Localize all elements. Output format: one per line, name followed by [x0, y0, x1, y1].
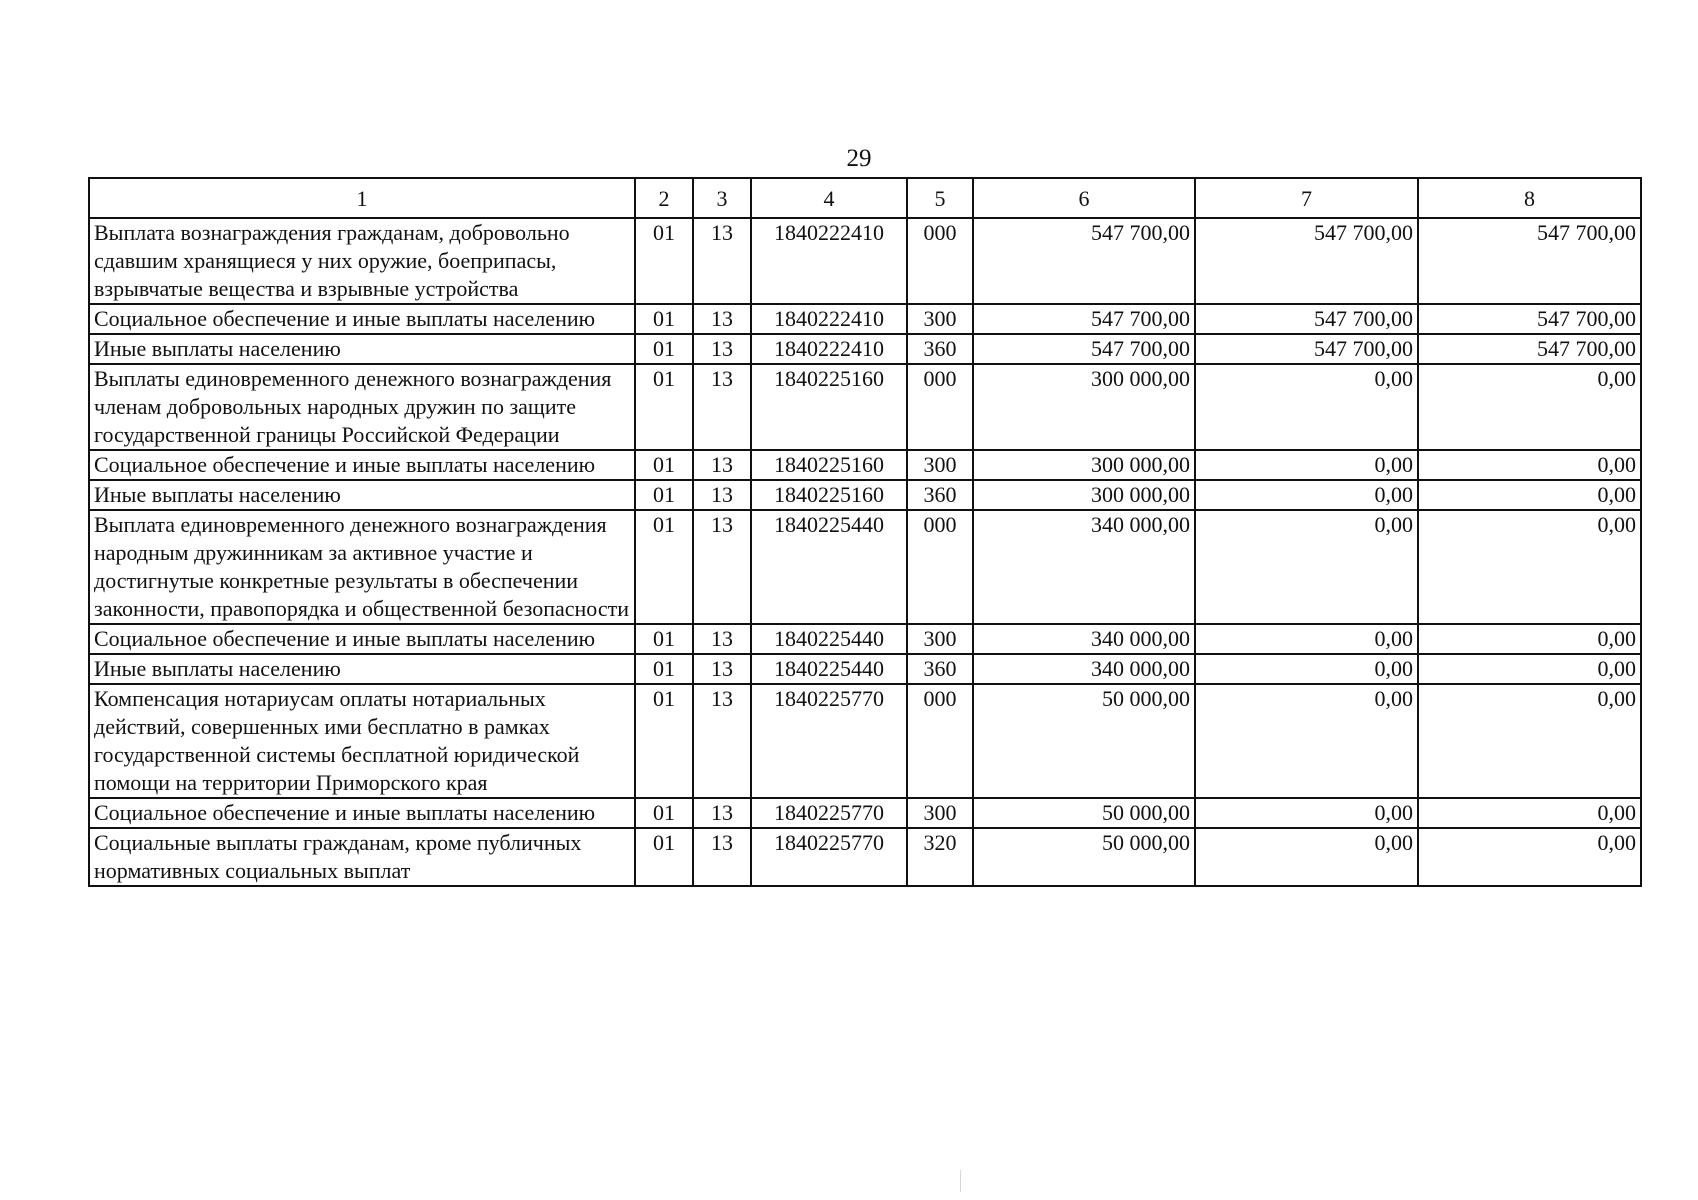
row-section: 01 [635, 334, 693, 364]
row-name: Иные выплаты населению [89, 480, 635, 510]
row-subsection: 13 [693, 624, 751, 654]
row-amount-7: 0,00 [1195, 624, 1418, 654]
table-row [89, 654, 1641, 684]
row-section: 01 [635, 364, 693, 450]
row-amount-6: 547 700,00 [973, 218, 1195, 304]
row-name: Выплата вознаграждения гражданам, добровольно сдавшим хранящиеся у них оружие, боеприпасы, взрывчатые вещества и взрывные устройства [89, 218, 635, 304]
row-amount-7: 0,00 [1195, 510, 1418, 624]
table-row [89, 450, 1641, 480]
row-amount-7: 0,00 [1195, 654, 1418, 684]
row-section: 01 [635, 798, 693, 828]
row-section: 01 [635, 684, 693, 798]
row-amount-7: 547 700,00 [1195, 334, 1418, 364]
row-amount-8: 0,00 [1418, 450, 1641, 480]
row-expense-type: 320 [907, 828, 973, 886]
header-col-7: 7 [1195, 178, 1418, 218]
row-name: Социальное обеспечение и иные выплаты населению [89, 450, 635, 480]
row-expense-type: 000 [907, 364, 973, 450]
row-amount-8: 0,00 [1418, 480, 1641, 510]
row-amount-6: 300 000,00 [973, 480, 1195, 510]
header-col-3: 3 [693, 178, 751, 218]
row-expense-type: 360 [907, 334, 973, 364]
row-amount-6: 50 000,00 [973, 828, 1195, 886]
row-name: Социальное обеспечение и иные выплаты населению [89, 624, 635, 654]
row-amount-7: 0,00 [1195, 828, 1418, 886]
row-amount-8: 0,00 [1418, 684, 1641, 798]
row-subsection: 13 [693, 684, 751, 798]
row-subsection: 13 [693, 364, 751, 450]
header-col-4: 4 [751, 178, 907, 218]
row-target-code: 1840222410 [751, 334, 907, 364]
row-amount-6: 340 000,00 [973, 624, 1195, 654]
page-number: 29 [846, 145, 872, 172]
row-amount-6: 50 000,00 [973, 798, 1195, 828]
row-expense-type: 360 [907, 480, 973, 510]
row-target-code: 1840225770 [751, 828, 907, 886]
row-target-code: 1840225440 [751, 510, 907, 624]
row-expense-type: 300 [907, 798, 973, 828]
row-section: 01 [635, 304, 693, 334]
row-target-code: 1840225770 [751, 798, 907, 828]
row-amount-8: 0,00 [1418, 798, 1641, 828]
row-expense-type: 360 [907, 654, 973, 684]
header-col-8: 8 [1418, 178, 1641, 218]
row-section: 01 [635, 828, 693, 886]
header-col-5: 5 [907, 178, 973, 218]
row-name: Социальное обеспечение и иные выплаты населению [89, 798, 635, 828]
table-row [89, 624, 1641, 654]
row-expense-type: 300 [907, 304, 973, 334]
row-name: Компенсация нотариусам оплаты нотариальных действий, совершенных ими бесплатно в рамках государственной системы бесплатной юридической помощи на территории Приморского края [89, 684, 635, 798]
row-amount-6: 547 700,00 [973, 334, 1195, 364]
table-row [89, 684, 1641, 798]
row-amount-6: 300 000,00 [973, 364, 1195, 450]
row-target-code: 1840225160 [751, 450, 907, 480]
row-target-code: 1840222410 [751, 218, 907, 304]
row-name: Выплаты единовременного денежного вознаграждения членам добровольных народных дружин по защите государственной границы Российской Федерации [89, 364, 635, 450]
budget-table [88, 177, 1642, 887]
row-expense-type: 000 [907, 218, 973, 304]
row-subsection: 13 [693, 828, 751, 886]
row-subsection: 13 [693, 450, 751, 480]
row-amount-7: 0,00 [1195, 450, 1418, 480]
row-expense-type: 000 [907, 510, 973, 624]
table-row [89, 304, 1641, 334]
row-amount-7: 547 700,00 [1195, 304, 1418, 334]
row-subsection: 13 [693, 304, 751, 334]
table-row [89, 798, 1641, 828]
row-amount-8: 0,00 [1418, 828, 1641, 886]
row-subsection: 13 [693, 798, 751, 828]
row-amount-7: 0,00 [1195, 798, 1418, 828]
row-section: 01 [635, 510, 693, 624]
row-section: 01 [635, 480, 693, 510]
row-target-code: 1840225440 [751, 624, 907, 654]
row-amount-8: 0,00 [1418, 510, 1641, 624]
row-subsection: 13 [693, 218, 751, 304]
row-name: Выплата единовременного денежного вознаграждения народным дружинникам за активное участие и достигнутые конкретные результаты в обеспечении законности, правопорядка и общественной безопасности [89, 510, 635, 624]
row-target-code: 1840225160 [751, 364, 907, 450]
row-section: 01 [635, 624, 693, 654]
row-name: Социальное обеспечение и иные выплаты населению [89, 304, 635, 334]
row-section: 01 [635, 218, 693, 304]
row-target-code: 1840222410 [751, 304, 907, 334]
row-target-code: 1840225770 [751, 684, 907, 798]
header-col-2: 2 [635, 178, 693, 218]
table-row [89, 218, 1641, 304]
row-amount-7: 0,00 [1195, 684, 1418, 798]
row-amount-8: 0,00 [1418, 364, 1641, 450]
row-amount-6: 340 000,00 [973, 654, 1195, 684]
table-row [89, 334, 1641, 364]
row-amount-6: 50 000,00 [973, 684, 1195, 798]
row-amount-7: 547 700,00 [1195, 218, 1418, 304]
row-amount-8: 547 700,00 [1418, 304, 1641, 334]
row-expense-type: 300 [907, 624, 973, 654]
scan-mark [960, 1170, 961, 1192]
table-row [89, 828, 1641, 886]
row-amount-8: 0,00 [1418, 654, 1641, 684]
header-col-6: 6 [973, 178, 1195, 218]
row-amount-8: 0,00 [1418, 624, 1641, 654]
row-amount-7: 0,00 [1195, 480, 1418, 510]
row-target-code: 1840225160 [751, 480, 907, 510]
row-target-code: 1840225440 [751, 654, 907, 684]
row-name: Иные выплаты населению [89, 654, 635, 684]
row-section: 01 [635, 654, 693, 684]
row-amount-7: 0,00 [1195, 364, 1418, 450]
row-amount-8: 547 700,00 [1418, 218, 1641, 304]
row-amount-6: 340 000,00 [973, 510, 1195, 624]
row-expense-type: 300 [907, 450, 973, 480]
table-row [89, 480, 1641, 510]
row-subsection: 13 [693, 334, 751, 364]
row-subsection: 13 [693, 510, 751, 624]
header-col-1: 1 [89, 178, 635, 218]
row-amount-6: 300 000,00 [973, 450, 1195, 480]
table-row [89, 510, 1641, 624]
row-subsection: 13 [693, 654, 751, 684]
row-amount-6: 547 700,00 [973, 304, 1195, 334]
header-row [89, 178, 1641, 218]
row-amount-8: 547 700,00 [1418, 334, 1641, 364]
row-subsection: 13 [693, 480, 751, 510]
row-name: Социальные выплаты гражданам, кроме публичных нормативных социальных выплат [89, 828, 635, 886]
table-row [89, 364, 1641, 450]
row-name: Иные выплаты населению [89, 334, 635, 364]
row-section: 01 [635, 450, 693, 480]
row-expense-type: 000 [907, 684, 973, 798]
